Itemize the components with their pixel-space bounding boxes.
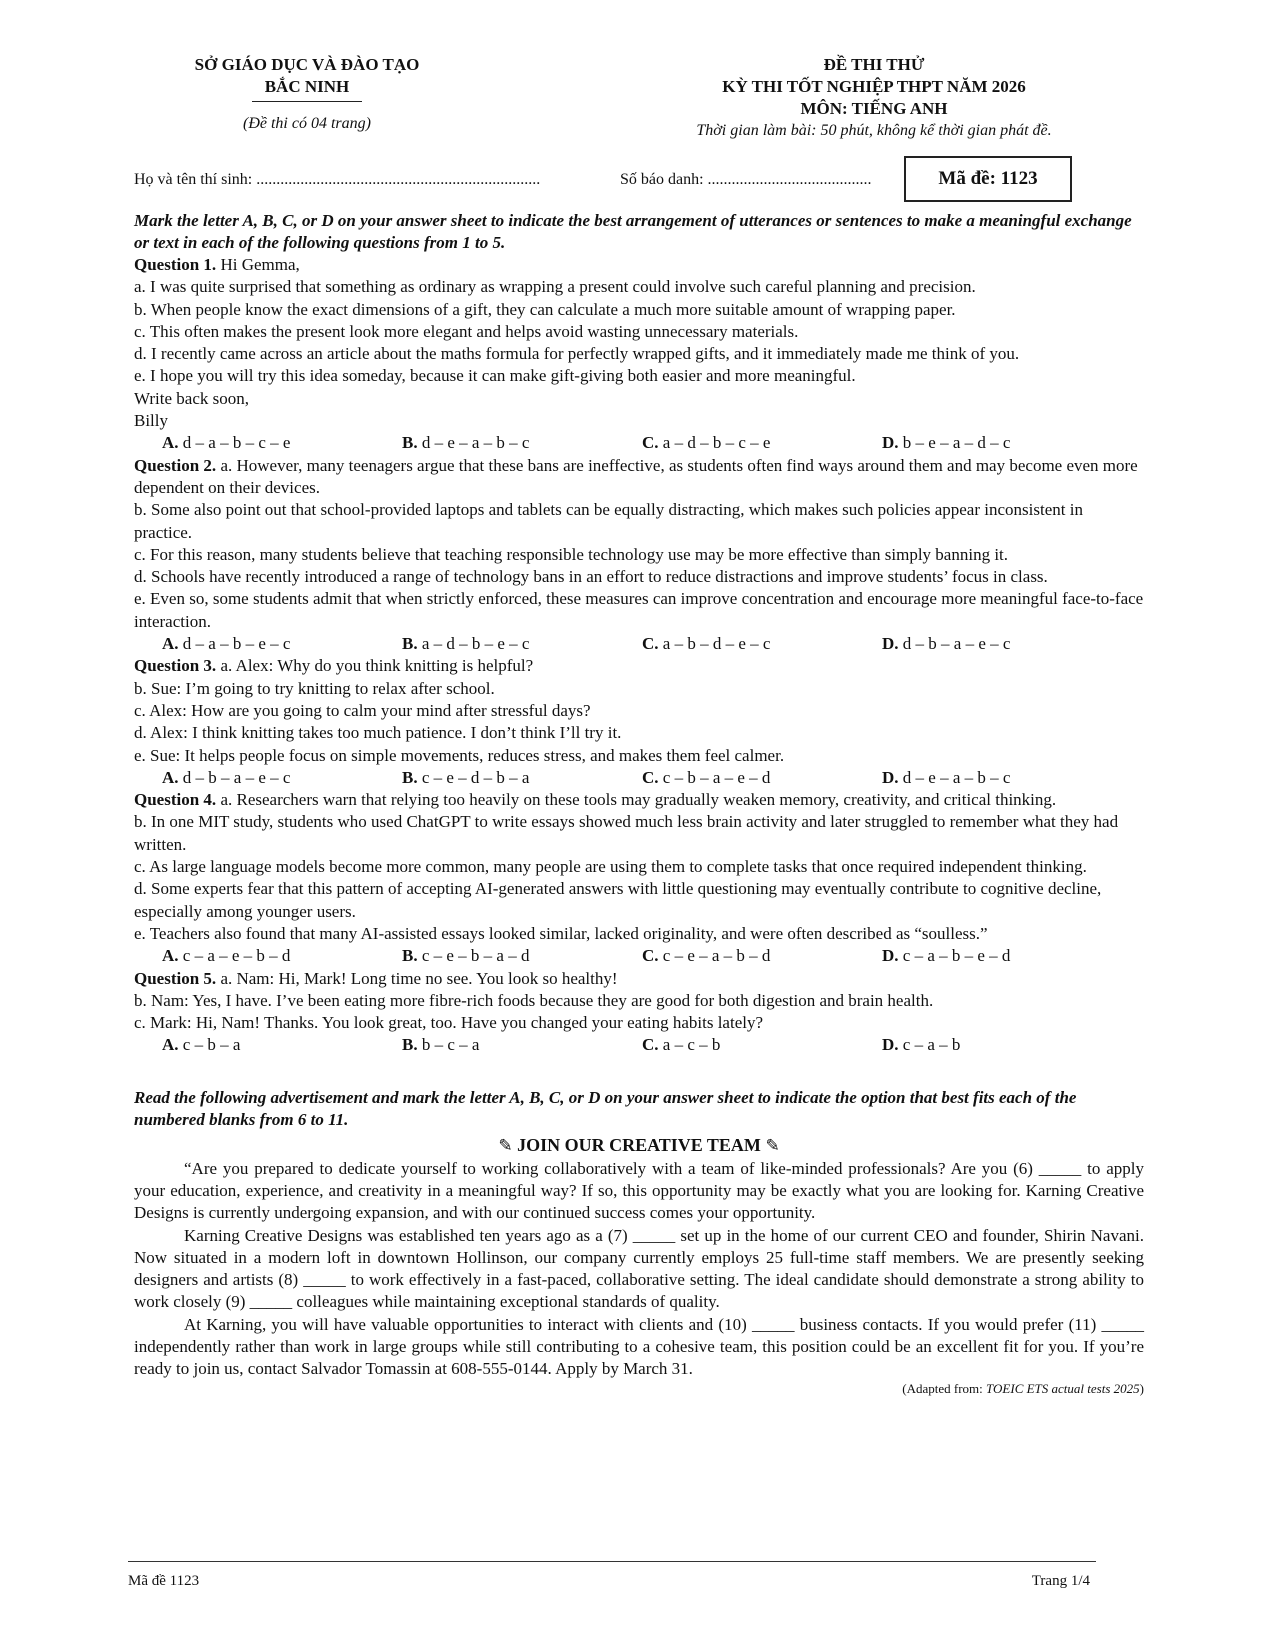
- option-text: c – e – b – a – d: [417, 946, 530, 966]
- candidate-row: [134, 154, 1144, 204]
- option-letter: B.: [402, 767, 418, 787]
- exam-header: [134, 54, 1144, 154]
- answer-option[interactable]: [162, 1034, 402, 1056]
- question-line: c. Mark: Hi, Nam! Thanks. You look great, too. Have you changed your eating habits lately?: [134, 1013, 764, 1033]
- option-text: a – d – b – c – e: [658, 433, 771, 453]
- answer-option[interactable]: [642, 767, 882, 789]
- question-line: Write back soon,: [134, 388, 249, 408]
- answer-option[interactable]: [402, 1034, 642, 1056]
- department-block: [142, 54, 472, 135]
- answer-option[interactable]: [162, 432, 402, 454]
- option-text: c – b – a: [178, 1035, 241, 1055]
- option-letter: D.: [882, 634, 899, 654]
- question-number: Question 1.: [134, 255, 217, 274]
- question-line: b. When people know the exact dimensions of a gift, they can calculate a much more suitable amount of wrapping paper.: [134, 299, 956, 319]
- question-stem: [134, 789, 1144, 811]
- question-intro: Hi Gemma,: [216, 255, 300, 274]
- source-prefix: (Adapted from:: [902, 1380, 987, 1396]
- ad-title-text: JOIN OUR CREATIVE TEAM: [517, 1134, 761, 1155]
- option-text: c – e – a – b – d: [658, 946, 771, 966]
- section1-instruction: Mark the letter A, B, C, or D on your answer sheet to indicate the best arrangement of utterances or sentences to make a meaningful exchange or text in each of the following questions from 1 to 5.: [134, 211, 1132, 252]
- question-line: b. Sue: I’m going to try knitting to relax after school.: [134, 678, 495, 698]
- option-letter: D.: [882, 767, 899, 787]
- question-line: b. In one MIT study, students who used ChatGPT to write essays showed much less brain activity and later struggled to remember what they had written.: [134, 812, 1119, 854]
- question-number: Question 4.: [134, 790, 217, 810]
- ad-title: [134, 1133, 1144, 1158]
- pencil-icon: ✎: [765, 1135, 780, 1155]
- question-line: d. Some experts fear that this pattern of accepting AI-generated answers with little questioning may eventually contribute to cognitive decline, especially among younger users.: [134, 879, 1102, 921]
- answer-options: [134, 432, 1144, 454]
- answer-option[interactable]: [882, 945, 1122, 967]
- answer-option[interactable]: [162, 767, 402, 789]
- pencil-icon: ✎: [498, 1135, 513, 1155]
- question-stem: [134, 254, 1144, 276]
- exam-type: ĐỀ THI THỬ: [823, 55, 925, 74]
- section2-instruction: Read the following advertisement and mark the letter A, B, C, or D on your answer sheet to indicate the option that best fits each of the numbered blanks from 6 to 11.: [134, 1087, 1077, 1129]
- option-letter: B.: [402, 946, 418, 966]
- footer-exam-code: Mã đề 1123: [128, 1573, 200, 1589]
- option-text: d – a – b – c – e: [178, 433, 291, 453]
- option-text: d – a – b – e – c: [178, 634, 291, 654]
- question-line: c. For this reason, many students believe that teaching responsible technology use may be more effective than simply banning it.: [134, 544, 1009, 564]
- option-text: c – a – b: [898, 1035, 961, 1055]
- answer-option[interactable]: [642, 945, 882, 967]
- answer-option[interactable]: [402, 432, 642, 454]
- question-number: Question 3.: [134, 656, 217, 676]
- option-text: d – b – a – e – c: [898, 634, 1011, 654]
- option-text: a – c – b: [658, 1035, 721, 1055]
- question-number: Question 2.: [134, 455, 217, 475]
- answer-option[interactable]: [882, 633, 1122, 655]
- answer-option[interactable]: [402, 633, 642, 655]
- page-number: Trang 1/4: [1031, 1573, 1090, 1589]
- answer-option[interactable]: [882, 1034, 1122, 1056]
- question-block: [134, 254, 1144, 455]
- question-line: d. Alex: I think knitting takes too much patience. I don’t think I’ll try it.: [134, 723, 622, 743]
- page-footer: [128, 1561, 1096, 1589]
- option-letter: A.: [162, 946, 179, 966]
- option-letter: C.: [642, 767, 659, 787]
- answer-option[interactable]: [402, 767, 642, 789]
- question-block: [134, 455, 1144, 656]
- province-name: BẮC NINH: [264, 77, 350, 96]
- option-letter: A.: [162, 1035, 179, 1055]
- question-line: c. This often makes the present look more elegant and helps avoid wasting unnecessary materials.: [134, 321, 799, 341]
- ad-paragraph: “Are you prepared to dedicate yourself to working collaboratively with a team of like-minded professionals? Are you (6) _____ to apply your education, experience, and creativity in a meaningful way? If so, this opportunity may be exactly what you are looking for. Karning Creative Designs is currently undergoing expansion, and with our continued success comes your opportunity.: [134, 1158, 1144, 1223]
- section-gap: [134, 1057, 1144, 1081]
- source-title: TOEIC ETS actual tests 2025: [986, 1380, 1140, 1396]
- option-letter: D.: [882, 1035, 899, 1055]
- question-intro: a. However, many teenagers argue that these bans are ineffective, as students often find ways around them and may become even more dependent on their devices.: [134, 455, 1138, 497]
- question-stem: [134, 968, 1144, 990]
- answer-option[interactable]: [642, 1034, 882, 1056]
- pages-note: (Đề thi có 04 trang): [243, 115, 371, 132]
- candidate-name-field[interactable]: Họ và tên thí sinh: .......................................................................: [134, 171, 541, 188]
- option-letter: C.: [642, 433, 659, 453]
- exam-title-block: [604, 54, 1144, 142]
- question-block: [134, 789, 1144, 967]
- answer-options: [134, 1034, 1144, 1056]
- option-letter: C.: [642, 946, 659, 966]
- question-line: d. I recently came across an article about the maths formula for perfectly wrapped gifts, and it immediately made me think of you.: [134, 344, 1020, 364]
- answer-options: [134, 633, 1144, 655]
- candidate-number-field[interactable]: Số báo danh: .........................................: [620, 171, 872, 188]
- question-stem: [134, 455, 1144, 500]
- answer-option[interactable]: [642, 432, 882, 454]
- header-divider: [252, 101, 362, 102]
- option-letter: C.: [642, 634, 659, 654]
- question-line: Billy: [134, 411, 169, 431]
- option-text: b – e – a – d – c: [898, 433, 1011, 453]
- answer-options: [134, 767, 1144, 789]
- answer-option[interactable]: [402, 945, 642, 967]
- option-text: c – b – a – e – d: [658, 767, 771, 787]
- option-letter: A.: [162, 767, 179, 787]
- exam-code-box: Mã đề: 1123: [904, 156, 1072, 202]
- option-text: c – a – b – e – d: [898, 946, 1011, 966]
- question-line: b. Nam: Yes, I have. I’ve been eating more fibre-rich foods because they are good for both digestion and brain health.: [134, 990, 934, 1010]
- option-letter: D.: [882, 946, 899, 966]
- exam-page: [134, 54, 1144, 1397]
- answer-option[interactable]: [882, 767, 1122, 789]
- question-line: e. I hope you will try this idea someday, because it can make gift-giving both easier and more meaningful.: [134, 366, 856, 386]
- department-name: SỞ GIÁO DỤC VÀ ĐÀO TẠO: [194, 55, 420, 74]
- option-letter: C.: [642, 1035, 659, 1055]
- option-text: c – a – e – b – d: [178, 946, 291, 966]
- question-line: d. Schools have recently introduced a range of technology bans in an effort to reduce distractions and improve students’ focus in class.: [134, 567, 1048, 587]
- ad-paragraph: At Karning, you will have valuable opportunities to interact with clients and (10) _____ business contacts. If you would prefer (11) _____ independently rather than work in large groups while still contributing to a cohesive team, this position could be an excellent fit for you. If you’re ready to join us, contact Salvador Tomassin at 608-555-0144. Apply by March 31.: [134, 1314, 1144, 1379]
- answer-options: [134, 945, 1144, 967]
- option-letter: A.: [162, 634, 179, 654]
- option-letter: B.: [402, 634, 418, 654]
- time-note: Thời gian làm bài: 50 phút, không kể thời gian phát đề.: [696, 122, 1052, 139]
- question-block: [134, 968, 1144, 1057]
- source-citation: [134, 1381, 1144, 1397]
- question-intro: a. Nam: Hi, Mark! Long time no see. You look so healthy!: [216, 968, 618, 988]
- question-line: c. Alex: How are you going to calm your mind after stressful days?: [134, 700, 591, 720]
- question-stem: [134, 655, 1144, 677]
- option-text: d – b – a – e – c: [178, 767, 291, 787]
- option-text: d – e – a – b – c: [898, 767, 1011, 787]
- answer-option[interactable]: [162, 945, 402, 967]
- option-text: d – e – a – b – c: [417, 433, 530, 453]
- question-intro: a. Researchers warn that relying too heavily on these tools may gradually weaken memory, creativity, and critical thinking.: [216, 790, 1057, 810]
- question-line: c. As large language models become more common, many people are using them to complete tasks that once required independent thinking.: [134, 857, 1087, 877]
- question-number: Question 5.: [134, 968, 217, 988]
- question-block: [134, 655, 1144, 789]
- question-intro: a. Alex: Why do you think knitting is helpful?: [216, 656, 534, 676]
- question-line: a. I was quite surprised that something as ordinary as wrapping a present could involve such careful planning and precision.: [134, 277, 976, 297]
- option-letter: B.: [402, 1035, 418, 1055]
- option-text: a – d – b – e – c: [417, 634, 530, 654]
- option-letter: B.: [402, 433, 418, 453]
- option-letter: A.: [162, 433, 179, 453]
- question-list: [134, 254, 1144, 1057]
- question-line: e. Even so, some students admit that when strictly enforced, these measures can improve concentration and encourage more meaningful face-to-face interaction.: [134, 589, 1144, 631]
- question-line: e. Sue: It helps people focus on simple movements, reduces stress, and makes them feel calmer.: [134, 745, 785, 765]
- option-text: c – e – d – b – a: [417, 767, 530, 787]
- answer-option[interactable]: [882, 432, 1122, 454]
- exam-subject: MÔN: TIẾNG ANH: [800, 99, 948, 118]
- answer-option[interactable]: [162, 633, 402, 655]
- option-letter: D.: [882, 433, 899, 453]
- question-line: b. Some also point out that school-provided laptops and tablets can be equally distracting, which makes such policies appear inconsistent in practice.: [134, 500, 1083, 542]
- exam-name: KỲ THI TỐT NGHIỆP THPT NĂM 2026: [722, 77, 1026, 96]
- option-text: b – c – a: [417, 1035, 480, 1055]
- ad-paragraph: Karning Creative Designs was established ten years ago as a (7) _____ set up in the home of our current CEO and founder, Shirin Navani. Now situated in a modern loft in downtown Hollinson, our company currently employs 25 full-time staff members. We are presently seeking designers and artists (8) _____ to work effectively in a fast-paced, collaborative setting. The ideal candidate should demonstrate a strong ability to work closely (9) _____ colleagues while maintaining exceptional standards of quality.: [134, 1225, 1144, 1312]
- option-text: a – b – d – e – c: [658, 634, 771, 654]
- question-line: e. Teachers also found that many AI-assisted essays looked similar, lacked originality, and were often described as “soulless.”: [134, 923, 988, 943]
- source-suffix: ): [1139, 1380, 1144, 1396]
- answer-option[interactable]: [642, 633, 882, 655]
